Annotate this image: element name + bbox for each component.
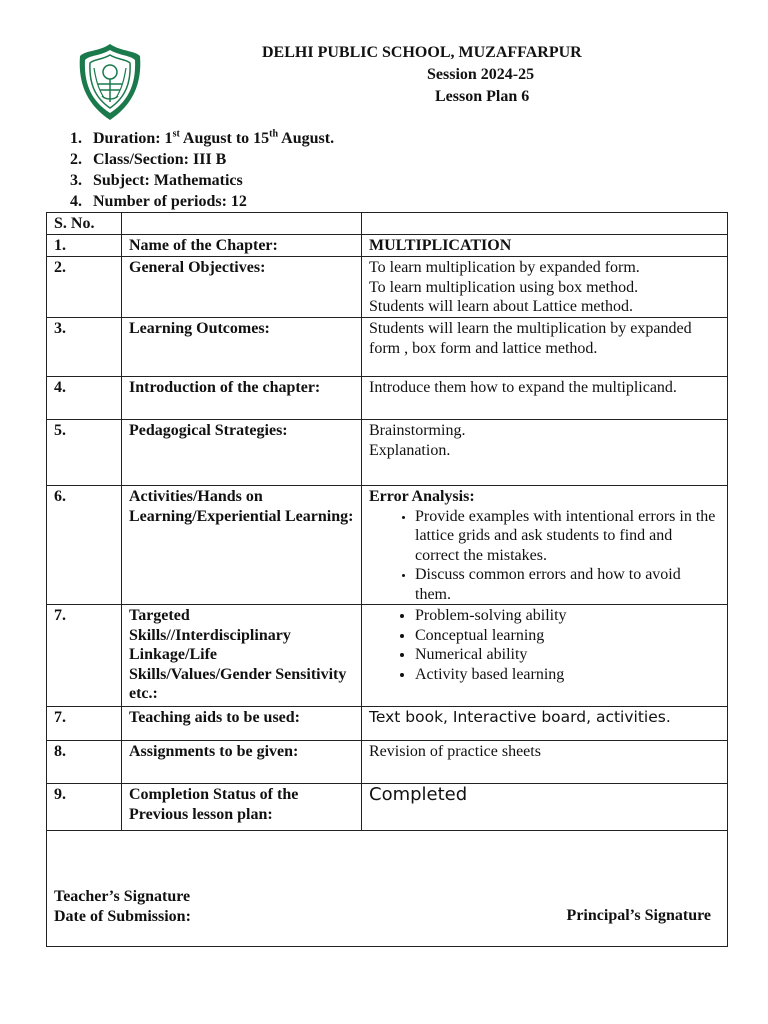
info-subject: 3. Subject: Mathematics xyxy=(70,172,243,189)
activity-list xyxy=(369,507,720,605)
table-row: 1. Name of the Chapter: MULTIPLICATION xyxy=(47,235,728,257)
table-row: 7. Teaching aids to be used: Text book, Interactive board, activities. xyxy=(47,707,728,741)
info-class-section: 2. Class/Section: III B xyxy=(70,151,227,168)
info-duration: 1. Duration: 1st August to 15th August. xyxy=(70,128,335,147)
table-header-row xyxy=(47,213,728,235)
table-row: 4. Introduction of the chapter: Introduce them how to expand the multiplicand. xyxy=(47,377,728,420)
teacher-signature-block xyxy=(54,887,191,926)
lesson-plan-title: Lesson Plan 6 xyxy=(435,88,530,105)
col2-header xyxy=(122,213,362,235)
signature-row xyxy=(47,831,728,947)
skills-list xyxy=(369,606,720,684)
info-periods: 4. Number of periods: 12 xyxy=(70,193,247,210)
date-of-submission-label: Date of Submission: xyxy=(54,907,191,925)
table-row: 8. Assignments to be given: Revision of practice sheets xyxy=(47,741,728,784)
school-name: DELHI PUBLIC SCHOOL, MUZAFFARPUR xyxy=(262,44,582,61)
teacher-signature-label: Teacher’s Signature xyxy=(54,888,191,905)
session-title: Session 2024-25 xyxy=(427,66,535,83)
table-row: 2. General Objectives: To learn multiplication by expanded form. To learn multiplication using box method. Students will learn about Lattice method. xyxy=(47,257,728,318)
list-item: • Discuss common errors and how to avoid them. xyxy=(415,565,720,604)
lesson-plan-table xyxy=(46,212,728,947)
table-row: 5. Pedagogical Strategies: Brainstorming. Explanation. xyxy=(47,420,728,486)
school-crest-icon xyxy=(76,42,144,122)
sno-header: S. No. xyxy=(47,213,122,235)
error-analysis-heading: Error Analysis: xyxy=(369,488,475,505)
list-item: • Problem-solving ability xyxy=(415,606,720,626)
table-row: 9. Completion Status of the Previous lesson plan: Completed xyxy=(47,784,728,831)
table-row: 7. Targeted Skills//Interdisciplinary Linkage/Life Skills/Values/Gender Sensitivity etc.: • Problem-solving ability • Conceptual learning • Numerical ability • Activity based learning xyxy=(47,605,728,707)
table-row: 6. Activities/Hands on Learning/Experiential Learning: Error Analysis: • Provide examples with intentional errors in the lattice grids and ask students to find and correct the mistakes. • Discuss common errors and how to avoid them. xyxy=(47,486,728,605)
list-item: • Conceptual learning xyxy=(415,626,720,646)
col3-header xyxy=(362,213,728,235)
principal-signature-label: Principal’s Signature xyxy=(566,907,711,924)
list-item: • Numerical ability xyxy=(415,645,720,665)
list-item: • Activity based learning xyxy=(415,665,720,685)
table-row: 3. Learning Outcomes: Students will learn the multiplication by expanded form , box form and lattice method. xyxy=(47,318,728,377)
list-item: • Provide examples with intentional errors in the lattice grids and ask students to find and correct the mistakes. xyxy=(415,507,720,566)
